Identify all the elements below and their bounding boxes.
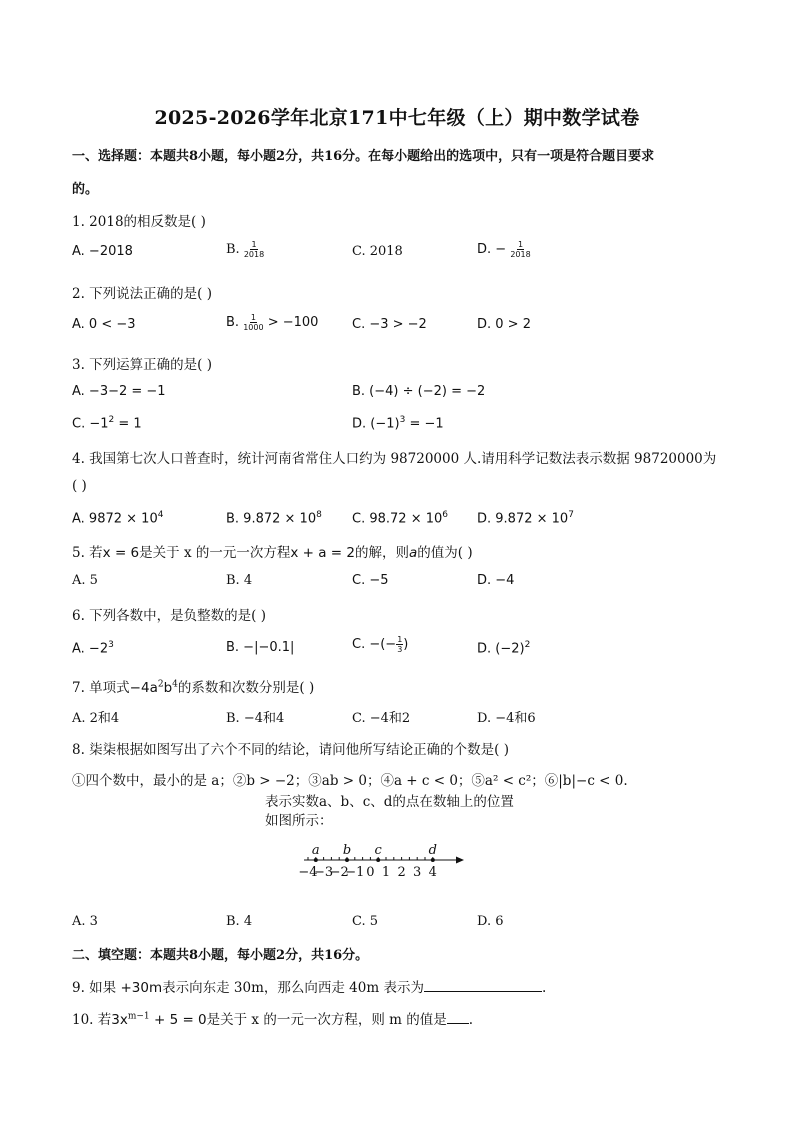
question-3-option-b: B. (−4) ÷ (−2) = −2 (352, 384, 486, 399)
option-d-exponent: 2 (524, 640, 531, 650)
question-8-option-b: B. 4 (226, 914, 253, 929)
option-d-base: D. (−2) (477, 641, 525, 657)
number-line-tick-label: 2 (397, 865, 406, 880)
number-line-point-label: b (342, 843, 352, 858)
question-3-stem: 3. 下列运算正确的是( ) (72, 357, 212, 373)
number-line-arrow (456, 857, 464, 864)
number-line-tick-label: 0 (366, 865, 375, 880)
question-3-option-c (72, 415, 142, 431)
number-line-point-label: d (428, 843, 437, 858)
stem-part: 10. 若 (72, 1012, 112, 1028)
number-line-tick-label: 4 (428, 865, 437, 880)
stem-math: a (409, 545, 418, 561)
option-c-rest: = 1 (118, 416, 142, 432)
stem-part: 的值为( ) (417, 545, 473, 561)
question-5-stem (72, 541, 473, 561)
stem-math: x = 6 (102, 545, 140, 561)
stem-exponent: m−1 (127, 1011, 150, 1022)
stem-part: 是关于 x 的一元一次方程 (139, 545, 291, 561)
question-2-option-a: A. 0 < −3 (72, 317, 136, 332)
stem-exponent: 2 (157, 679, 164, 690)
option-d-base: D. (−1) (352, 416, 400, 432)
stem-part: 的解，则 (355, 545, 409, 561)
question-4-option-d (477, 510, 574, 526)
number-line-tick-label: 3 (413, 865, 422, 880)
question-4-option-c (352, 510, 448, 526)
fraction-denominator: 2018 (510, 250, 531, 259)
option-c-exponent: 2 (108, 415, 115, 425)
question-3-option-a: A. −3−2 = −1 (72, 384, 166, 399)
question-7-option-b: B. −4和4 (226, 711, 285, 726)
option-a-base: A. −2 (72, 641, 109, 657)
stem-math: −4a (129, 680, 158, 696)
option-b-exponent: 8 (316, 510, 322, 520)
question-1-option-b (226, 240, 264, 259)
fraction-numerator: 1 (250, 313, 256, 322)
option-c-exponent: 6 (442, 510, 448, 520)
section-1-heading: 一、选择题：本题共8小题，每小题2分，共16分。在每小题给出的选项中，只有一项是符合题目要求 (72, 149, 655, 164)
fraction-denominator: 3 (397, 645, 403, 654)
question-7-stem (72, 676, 314, 696)
figure-caption-line-2: 如图所示： (265, 813, 333, 829)
stem-part: . (541, 980, 547, 996)
number-line-point-a (314, 858, 318, 862)
option-c-base: C. −1 (72, 416, 109, 432)
option-d-rest: = −1 (409, 416, 444, 432)
fraction-numerator: 1 (251, 240, 257, 249)
option-b-label: B. (226, 242, 240, 257)
stem-part: . (468, 1012, 474, 1028)
number-line-tick-label: −4 (298, 865, 318, 880)
number-line-point-c (376, 858, 380, 862)
question-2-option-b (226, 313, 318, 332)
question-6-option-c (352, 635, 408, 654)
question-8-option-d: D. 6 (477, 914, 504, 929)
figure-caption-line-1: 表示实数a、b、c、d的点在数轴上的位置 (265, 794, 514, 810)
question-4-stem-cont: ( ) (72, 478, 87, 494)
fraction-numerator: 1 (517, 240, 524, 249)
question-8-conclusions: ①四个数中，最小的是 a；②b > −2；③ab > 0；④a + c < 0；⑤a² < c²；⑥|b|−c < 0. (72, 773, 628, 789)
question-5-option-b: B. 4 (226, 573, 253, 588)
question-7-option-a: A. 2和4 (72, 711, 120, 726)
number-line-point-b (345, 858, 349, 862)
option-a-base: A. 9872 × 10 (72, 511, 158, 527)
fraction-denominator: 1000 (243, 323, 264, 332)
question-2-stem: 2. 下列说法正确的是( ) (72, 286, 212, 302)
option-c-base: C. −(− (352, 637, 397, 652)
question-6-option-a (72, 640, 114, 656)
stem-exponent: 4 (172, 679, 178, 690)
section-2-heading: 二、填空题：本题共8小题，每小题2分，共16分。 (72, 948, 369, 963)
stem-part: 的系数和次数分别是( ) (177, 680, 315, 696)
option-b-base: B. 9.872 × 10 (226, 511, 317, 527)
stem-math: 3x (111, 1012, 128, 1028)
number-line-tick-label: −2 (329, 865, 349, 880)
stem-part: 5. 若 (72, 545, 103, 561)
option-a-exponent: 4 (157, 510, 164, 520)
question-4-stem: 4. 我国第七次人口普查时，统计河南省常住人口约为 98720000 人.请用科学记数法表示数据 98720000为 (72, 451, 717, 467)
question-4-option-b (226, 510, 322, 526)
number-line-tick-label: −1 (345, 865, 365, 880)
question-1-stem: 1. 2018的相反数是( ) (72, 214, 206, 230)
number-line-point-d (431, 858, 435, 862)
question-8-option-a: A. 3 (72, 914, 98, 929)
option-d-base: D. 9.872 × 10 (477, 511, 569, 527)
question-1-option-d (477, 240, 531, 259)
question-7-option-d: D. −4和6 (477, 711, 536, 726)
option-d-exponent: 3 (399, 415, 406, 425)
question-3-option-d (352, 415, 444, 431)
question-10-stem (72, 1008, 473, 1028)
number-line-point-label: a (311, 843, 320, 858)
question-6-option-b: B. −|−0.1| (226, 640, 295, 655)
option-b-rest: > −100 (267, 315, 319, 330)
number-line-tick-label: −3 (314, 865, 334, 880)
fraction-numerator: 1 (397, 635, 403, 644)
question-4-option-a (72, 510, 163, 526)
section-1-heading-cont: 的。 (72, 182, 99, 197)
stem-math: x + a = 2 (290, 545, 355, 561)
option-c-base: C. 98.72 × 10 (352, 511, 443, 527)
option-c-close: ) (403, 637, 409, 652)
question-6-option-d (477, 640, 530, 656)
stem-part: 7. 单项式 (72, 680, 130, 696)
option-a-exponent: 3 (108, 640, 114, 650)
stem-part: 是关于 x 的一元一次方程，则 m 的值是 (206, 1012, 447, 1028)
question-8-option-c: C. 5 (352, 914, 379, 929)
answer-blank[interactable] (424, 979, 542, 992)
stem-math: +30m (120, 980, 163, 996)
fraction-denominator: 2018 (243, 250, 265, 259)
number-line-tick-label: 1 (381, 865, 391, 880)
question-2-option-c: C. −3 > −2 (352, 317, 427, 332)
question-5-option-a: A. 5 (72, 573, 98, 588)
question-9-stem (72, 976, 546, 996)
question-5-option-c: C. −5 (352, 573, 389, 588)
question-1-option-c: C. 2018 (352, 244, 403, 259)
number-line-point-label: c (374, 843, 382, 858)
option-d-exponent: 7 (568, 510, 574, 520)
stem-part: 表示向东走 30m，那么向西走 40m 表示为 (162, 980, 424, 996)
question-7-option-c: C. −4和2 (352, 711, 411, 726)
stem-math: + 5 = 0 (149, 1012, 207, 1028)
exam-title: 2025-2026学年北京171中七年级（上）期中数学试卷 (154, 107, 640, 129)
question-1-option-a: A. −2018 (72, 244, 133, 259)
question-2-option-d: D. 0 > 2 (477, 317, 531, 332)
question-8-stem: 8. 柒柒根据如图写出了六个不同的结论，请问他所写结论正确的个数是( ) (72, 742, 509, 758)
answer-blank[interactable] (447, 1011, 469, 1024)
question-5-option-d: D. −4 (477, 573, 515, 588)
figure-caption (265, 793, 514, 831)
option-d-label: D. − (477, 242, 507, 257)
option-b-label: B. (226, 315, 240, 330)
stem-part: 9. 如果 (72, 980, 117, 996)
question-6-stem: 6. 下列各数中，是负整数的是( ) (72, 608, 266, 624)
stem-math: b (163, 680, 173, 696)
